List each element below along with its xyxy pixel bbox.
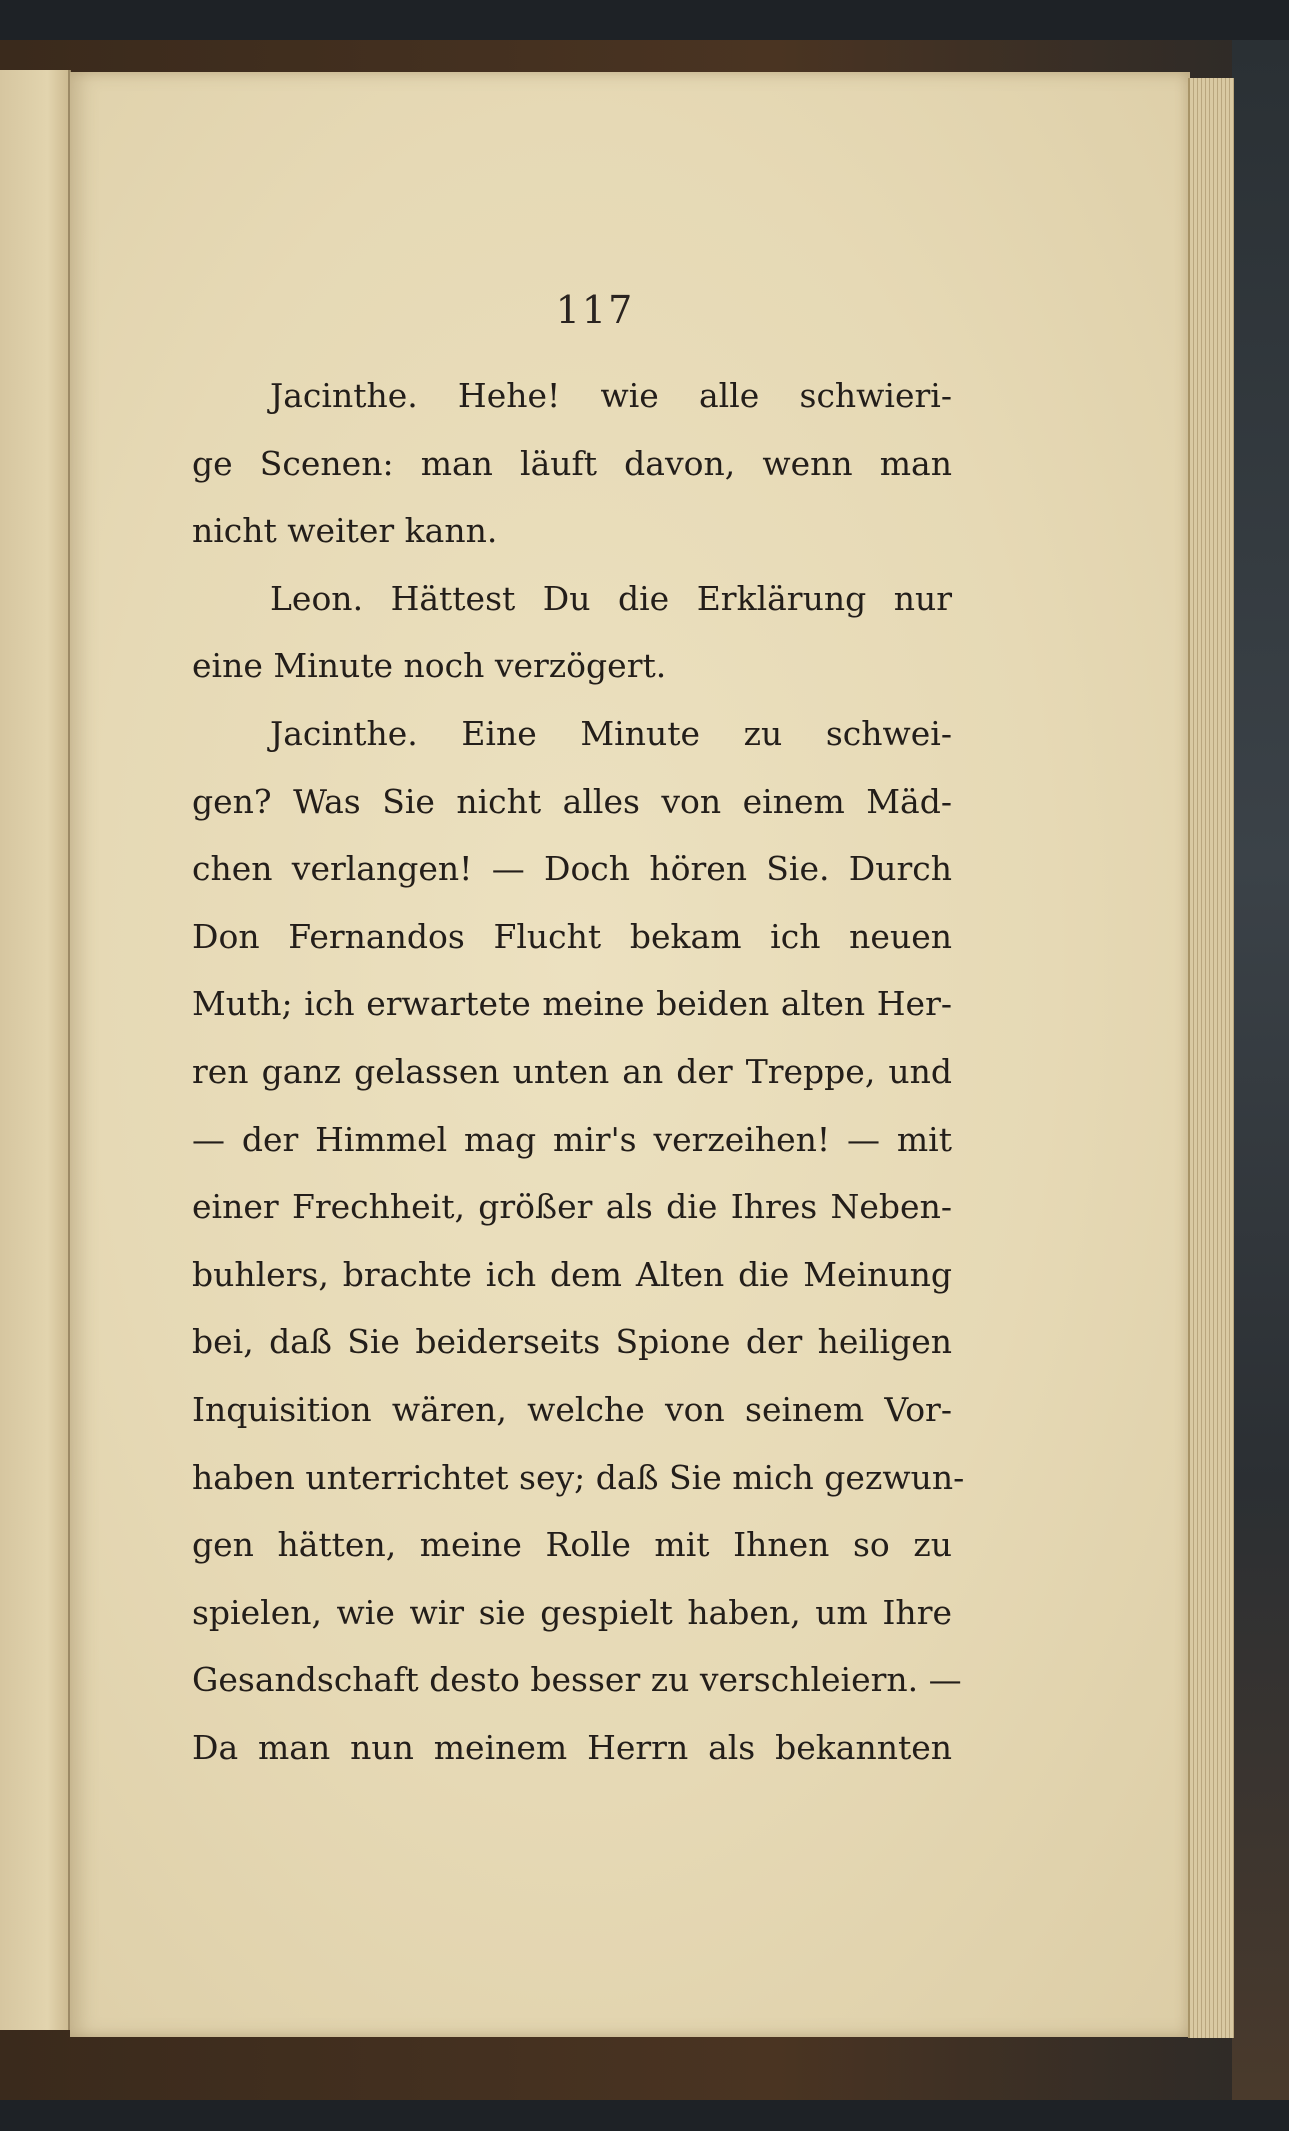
facing-page (0, 70, 71, 2030)
text-line: Leon. Hättest Du die Erklärung nur (270, 578, 952, 618)
page-text (192, 362, 965, 1781)
text-line: spielen, wie wir sie gespielt haben, um Ihre (192, 1592, 952, 1632)
text-line: ren ganz gelassen unten an der Treppe, und (192, 1051, 952, 1091)
book-cover-edge (1232, 40, 1289, 2100)
text-line: haben unterrichtet sey; daß Sie mich gezwun- (192, 1457, 965, 1497)
text-line: ge Scenen: man läuft davon, wenn man (192, 443, 952, 483)
text-line: Inquisition wären, welche von seinem Vor- (192, 1389, 952, 1429)
page-number: 117 (555, 288, 635, 332)
text-line: Don Fernandos Flucht bekam ich neuen (192, 916, 952, 956)
text-line: gen? Was Sie nicht alles von einem Mäd- (192, 781, 952, 821)
text-line: nicht weiter kann. (192, 511, 498, 551)
text-line: Muth; ich erwartete meine beiden alten Her- (192, 984, 952, 1024)
text-line: chen verlangen! — Doch hören Sie. Durch (192, 849, 952, 889)
page-edges (1188, 78, 1234, 2038)
text-line: Jacinthe. Eine Minute zu schwei- (270, 713, 952, 753)
text-line: Gesandschaft desto besser zu verschleiern. — (192, 1660, 962, 1700)
text-line: einer Frechheit, größer als die Ihres Neben- (192, 1187, 952, 1227)
text-line: Jacinthe. Hehe! wie alle schwieri- (270, 376, 952, 415)
text-line: Da man nun meinem Herrn als bekannten (192, 1727, 952, 1767)
text-line: gen hätten, meine Rolle mit Ihnen so zu (192, 1525, 952, 1565)
text-line: bei, daß Sie beiderseits Spione der heiligen (192, 1322, 952, 1362)
text-line: eine Minute noch verzögert. (192, 646, 667, 686)
text-line: buhlers, brachte ich dem Alten die Meinung (192, 1254, 952, 1294)
text-line: — der Himmel mag mir's verzeihen! — mit (192, 1119, 952, 1159)
